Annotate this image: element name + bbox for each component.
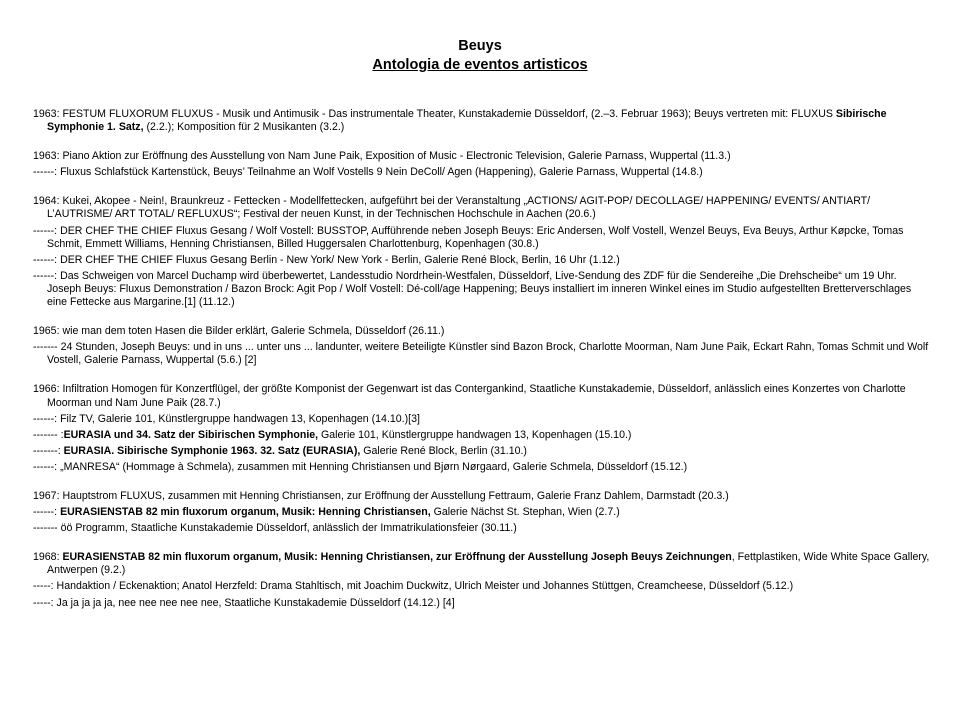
entry-year: ------: (33, 269, 58, 282)
entry-text: Galerie René Block, Berlin (31.10.) (360, 444, 527, 457)
entry-year: -----: (33, 596, 54, 609)
document-title: Beuys (458, 38, 502, 54)
entry-year: 1963: (33, 150, 60, 163)
entry-text: (2.2.); Komposition für 2 Musikanten (3.2.) (143, 121, 345, 134)
entry-year: -----: (33, 580, 54, 593)
entry-year: 1968: (33, 551, 60, 564)
entry-year: ------- (33, 341, 58, 354)
entry-year: 1963: (33, 108, 60, 120)
chronology-list (33, 108, 933, 613)
entry-year: ------: (33, 412, 58, 425)
entry-text: öö Programm, Staatliche Kunstakademie Düsseldorf, anlässlich der Immatrikulationsfeier (30.11.) (57, 522, 517, 535)
chronology-entry (33, 166, 933, 179)
entry-text: DER CHEF THE CHIEF Fluxus Gesang / Wolf Vostell: BUSSTOP, Aufführende neben Joseph Beuys: Eric Andersen, Wolf Vostell, Wenzel Beuys, Eva Beuys, Arthur Køpcke, Tomas Schmit, Emmett Williams, Henning Christiansen, Billed Huggersalen Charlottenburg, Kopenhagen (30.8.) (47, 224, 904, 250)
entry-text: Kukei, Akopee - Nein!, Braunkreuz - Fettecken - Modellfettecken, aufgeführt bei der Veranstaltung „ACTIONS/ AGIT-POP/ DECOLLAGE/ HAPPENING/ EVENTS/ ANTIART/ L’AUTRISME/ ART TOTAL/ REFLUXUS“; Festival der neuen Kunst, in der Technischen Hochschule in Aachen (20.6.) (47, 195, 871, 221)
chronology-entry (33, 461, 933, 474)
entry-text: Filz TV, Galerie 101, Künstlergruppe handwagen 13, Kopenhagen (14.10.)[3] (57, 412, 420, 425)
entry-year: 1964: (33, 195, 60, 208)
chronology-entry (33, 429, 933, 442)
entry-year: ------: (33, 460, 58, 473)
entry-text: FESTUM FLUXORUM FLUXUS - Musik und Antimusik - Das instrumentale Theater, Kunstakademie Düsseldorf, (2.–3. Februar 1963); Beuys vertreten mit: FLUXUS (59, 108, 836, 120)
entry-text: Handaktion / Eckenaktion; Anatol Herzfeld: Drama Stahltisch, mit Joachim Duckwitz, Ulrich Meister und Johannes Stüttgen, Creamcheese, Düsseldorf (5.12.) (53, 580, 794, 593)
entry-year: ------- (33, 428, 58, 441)
entry-text: Ja ja ja ja ja, nee nee nee nee nee, Staatliche Kunstakademie Düsseldorf (14.12.) [4] (53, 596, 455, 609)
entry-text: , Fettplastiken, Wide White Space Gallery, Antwerpen (9.2.) (47, 551, 930, 577)
entry-text: DER CHEF THE CHIEF Fluxus Gesang Berlin - New York/ New York - Berlin, Galerie René Block, Berlin, 16 Uhr (1.12.) (57, 253, 620, 266)
chronology-entry (33, 195, 933, 221)
document-title-block (0, 37, 960, 75)
entry-highlight: EURASIENSTAB 82 min fluxorum organum, Musik: Henning Christiansen, zur Eröffnung der Ausstellung Joseph Beuys Zeichnungen (62, 551, 732, 564)
entry-text: Galerie 101, Künstlergruppe handwagen 13, Kopenhagen (15.10.) (318, 428, 632, 441)
entry-highlight: EURASIENSTAB 82 min fluxorum organum, Musik: Henning Christiansen, (60, 506, 431, 519)
entry-text: „MANRESA“ (Hommage à Schmela), zusammen mit Henning Christiansen und Bjørn Nørgaard, Galerie Schmela, Düsseldorf (15.12.) (57, 460, 688, 473)
document-subtitle: Antologia de eventos artisticos (372, 57, 588, 73)
entry-text: wie man dem toten Hasen die Bilder erklärt, Galerie Schmela, Düsseldorf (26.11.) (59, 325, 445, 338)
chronology-entry (33, 506, 933, 519)
chronology-entry (33, 254, 933, 267)
chronology-entry (33, 522, 933, 535)
chronology-entry (33, 150, 933, 163)
chronology-entry (33, 383, 933, 409)
entry-year: ------: (33, 253, 58, 266)
entry-highlight: EURASIA. Sibirische Symphonie 1963. 32. Satz (EURASIA), (63, 444, 361, 457)
chronology-entry (33, 597, 933, 610)
chronology-entry (33, 270, 933, 309)
entry-year: 1965: (33, 325, 60, 338)
chronology-entry (33, 445, 933, 458)
chronology-entry (33, 225, 933, 251)
entry-highlight: Sibirische Symphonie 1. Satz, (47, 108, 887, 134)
chronology-entry (33, 325, 933, 338)
entry-text: Fluxus Schlafstück Kartenstück, Beuys’ Teilnahme an Wolf Vostells 9 Nein DeColl/ Agen (Happening), Galerie Parnass, Wuppertal (14.8.) (57, 166, 703, 179)
entry-year: 1966: (33, 383, 60, 396)
entry-text: Infiltration Homogen für Konzertflügel, der größte Komponist der Gegenwart ist das Contergankind, Staatliche Kunstakademie, Düsseldorf, anlässlich eines Konzertes von Charlotte Moorman und Nam June Paik (28.7.) (47, 383, 906, 409)
entry-year: -------: (33, 444, 61, 457)
entry-year: ------- (33, 522, 58, 535)
chronology-entry (33, 108, 933, 134)
entry-year: ------: (33, 166, 58, 179)
chronology-entry (33, 341, 933, 367)
entry-text: Das Schweigen von Marcel Duchamp wird überbewertet, Landesstudio Nordrhein-Westfalen, Düsseldorf, Live-Sendung des ZDF für die Sendereihe „Die Drehscheibe“ um 19 Uhr. Joseph Beuys: Fluxus Demonstration / Bazon Brock: Agit Pop / Wolf Vostell: Dé-coll/age Happening; Beuys installiert im inneren Winkel eines im Studio aufgestellten Bretterverschlages eine Fettecke aus Margarine.[1] (11.12.) (47, 269, 912, 309)
chronology-entry (33, 580, 933, 593)
entry-text: Galerie Nächst St. Stephan, Wien (2.7.) (430, 506, 620, 519)
chronology-entry (33, 490, 933, 503)
chronology-entry (33, 551, 933, 577)
entry-text: Piano Aktion zur Eröffnung des Ausstellung von Nam June Paik, Exposition of Music - Electronic Television, Galerie Parnass, Wuppertal (11.3.) (59, 150, 731, 163)
entry-highlight: EURASIA und 34. Satz der Sibirischen Symphonie, (63, 428, 319, 441)
chronology-entry (33, 413, 933, 426)
entry-year: 1967: (33, 489, 60, 502)
entry-text: : (57, 428, 64, 441)
entry-year: ------: (33, 506, 58, 519)
entry-text: Hauptstrom FLUXUS, zusammen mit Henning Christiansen, zur Eröffnung der Ausstellung Fettraum, Galerie Franz Dahlem, Darmstadt (20.3.) (59, 489, 729, 502)
entry-year: ------: (33, 224, 58, 237)
entry-text: 24 Stunden, Joseph Beuys: und in uns ... unter uns ... landunter, weitere Beteiligte Künstler sind Bazon Brock, Charlotte Moorman, Nam June Paik, Eckart Rahn, Tomas Schmit und Wolf Vostell, Galerie Parnass, Wuppertal (5.6.) [2] (47, 341, 929, 367)
